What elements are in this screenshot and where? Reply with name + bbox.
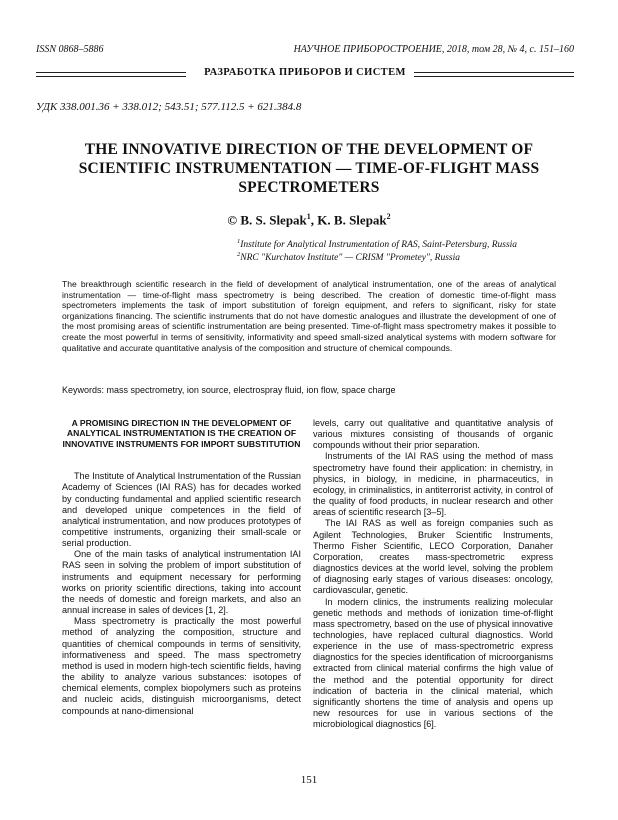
paragraph-continued: levels, carry out qualitative and quantitative analysis of various mixtures consisting of thousands of organic compounds without their prior separation. — [313, 418, 553, 451]
affiliation-1 — [237, 238, 517, 250]
section-rule-right — [414, 72, 574, 77]
page-number: 151 — [300, 774, 318, 786]
section-heading: A PROMISING DIRECTION IN THE DEVELOPMENT OF ANALYTICAL INSTRUMENTATION IS THE CREATION OF INNOVATIVE INSTRUMENTS FOR IMPORT SUBSTITUTION — [62, 418, 301, 449]
affiliation-2-sup: 2 — [237, 251, 241, 258]
column-left — [62, 418, 301, 717]
affiliation-1-text: Institute for Analytical Instrumentation of RAS, Saint-Petersburg, Russia — [240, 240, 518, 251]
journal-citation: НАУЧНОЕ ПРИБОРОСТРОЕНИЕ, 2018, том 28, № 4, c. 151–160 — [293, 44, 574, 55]
authors — [0, 212, 618, 228]
paragraph: The Institute of Analytical Instrumentation of the Russian Academy of Sciences (IAI RAS) has for decades worked by conducting fundamental and applied scientific research and developed unique competences in the field of analytical instrumentation, and now produces prototypes of competitive instruments, organizing their small-scale or serial production. — [62, 471, 301, 549]
author-2: K. B. Slepak — [317, 212, 387, 228]
paragraph: Mass spectrometry is practically the most powerful method of analyzing the composition, structure and quantities of chemical compounds in terms of sensitivity, informativeness and speed. The mass spectrometry method is used in modern high-tech scientific fields, having the ability to analyze various substances: isotopes of chemical elements, complex biopolymers such as proteins and nucleic acids, distinguish microorganisms, detect compounds at nano-dimensional — [62, 616, 301, 716]
affiliation-1-sup: 1 — [237, 238, 241, 245]
column-right — [313, 418, 553, 730]
paper-title: THE INNOVATIVE DIRECTION OF THE DEVELOPMENT OF SCIENTIFIC INSTRUMENTATION — TIME-OF-FLIGHT MASS SPECTROMETERS — [78, 141, 540, 196]
affiliation-2-text: NRC "Kurchatov Institute" — CRISM "Prometey", Russia — [240, 253, 460, 264]
section-banner — [36, 64, 574, 82]
issn: ISSN 0868–5886 — [36, 44, 104, 55]
author-1-sup: 1 — [306, 212, 311, 221]
keywords: Keywords: mass spectrometry, ion source, electrospray fluid, ion flow, space charge — [62, 385, 396, 395]
paragraph: In modern clinics, the instruments realizing molecular genetic methods and methods of ionization time-of-flight mass spectrometry, based on the use of physical innovative technologies, have replaced cultural diagnostics. World experience in the use of mass-spectrometric express diagnostics for the species identification of microorganisms extracted from clinical material confirms the high value of the method and the potential opportunity for direct indication of bacteria in the clinical material, which significantly shortens the time of analysis and opens up new resources for use in various sections of the microbiological diagnostics [6]. — [313, 596, 553, 730]
paragraph: Instruments of the IAI RAS using the method of mass spectrometry have found their application: in chemistry, in physics, in biology, in medicine, in pharmaceutics, in ecology, in criminalistics, in antiterrorist activity, in control of the quality of food products, in nuclear research and other areas of scientific research [3–5]. — [313, 451, 553, 518]
abstract: The breakthrough scientific research in the field of development of analytical instrumentation, one of the areas of analytical instrumentation — time-of-flight mass spectrometry is being described. The creation of domestic time-of-flight mass spectrometers implements the task of import substitution of foreign equipment, and refers to significant, risky for state organizations financing. The scientific instruments that do not have domestic analogues and illustrate the development of one of the most promising areas of scientific instrumentation are being presented. Time-of-flight mass spectrometry makes it possible to create the most powerful in terms of sensitivity, informativity and speed small-sized analytical systems with modern software for qualitative and accurate quantitative analysis of the composition and structure of chemical compounds. — [62, 279, 556, 353]
copyright-symbol: © — [227, 212, 238, 228]
author-2-sup: 2 — [386, 212, 391, 221]
author-separator: , — [310, 212, 315, 228]
paragraph: The IAI RAS as well as foreign companies such as Agilent Technologies, Bruker Scientific Instruments, Thermo Fisher Scientific, LECO Corporation, Danaher Corporation, creates mass-spectrometric express diagnostics devices at the world level, solving the problem of diagnosing early stages of various diseases: oncology, cardiovascular, genetic. — [313, 518, 553, 596]
paragraph: One of the main tasks of analytical instrumentation IAI RAS seen in solving the problem of import substitution of instruments and equipment necessary for performing works on priority scientific directions, taking into account the needs of domestic and foreign markets, and also an annual increase in sales of devices [1, 2]. — [62, 549, 301, 616]
author-1: B. S. Slepak — [240, 212, 307, 228]
affiliation-2 — [237, 251, 460, 263]
udk-code: УДК 338.001.36 + 338.012; 543.51; 577.112.5 + 621.384.8 — [36, 101, 302, 113]
section-title: РАЗРАБОТКА ПРИБОРОВ И СИСТЕМ — [204, 67, 406, 78]
